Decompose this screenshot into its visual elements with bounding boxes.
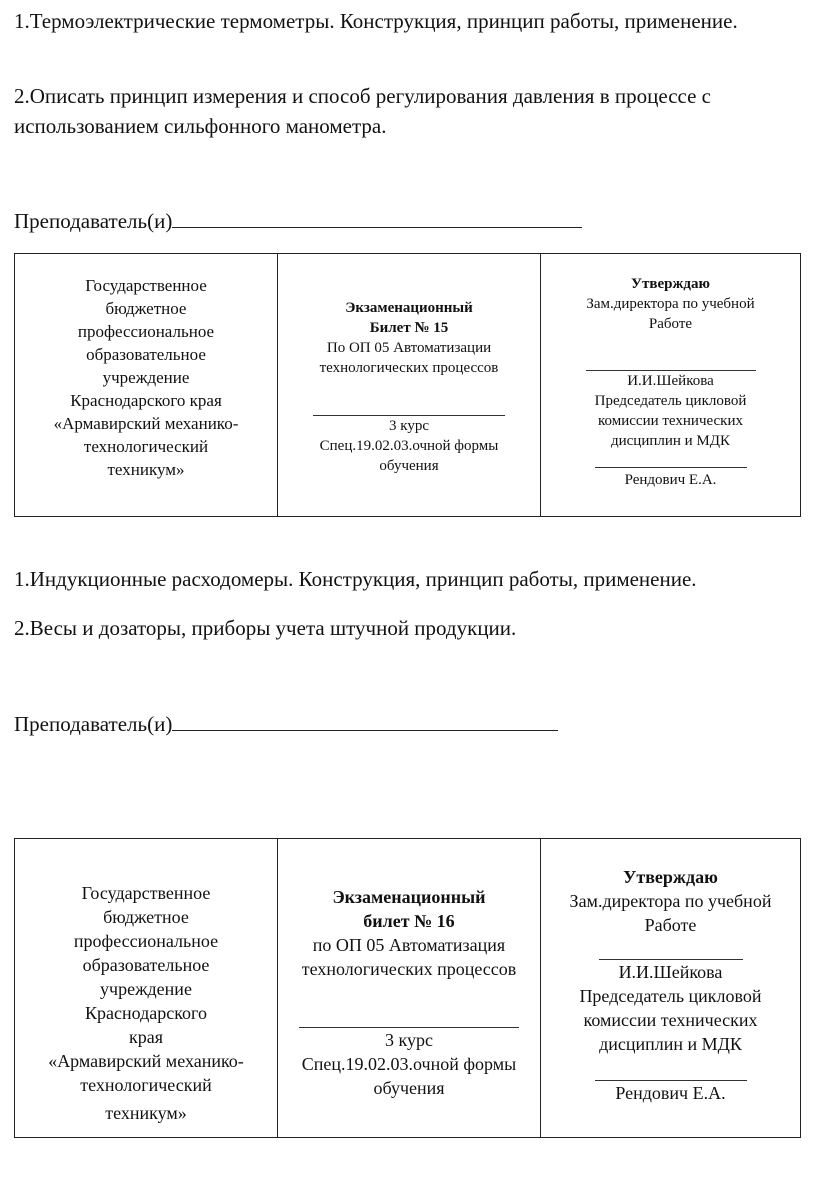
chair-line: дисциплин и МДК bbox=[610, 433, 731, 449]
org-line: бюджетное bbox=[105, 299, 187, 318]
ticket-title: Экзаменационный bbox=[332, 887, 486, 907]
teacher-label: Преподаватель(и) bbox=[14, 209, 173, 233]
signature-underline bbox=[595, 1056, 747, 1081]
signature-underline bbox=[599, 937, 743, 960]
approver-name: И.И.Шейкова bbox=[618, 962, 723, 982]
approval-cell bbox=[541, 839, 800, 1137]
signature-underline bbox=[586, 334, 756, 371]
org-line: профессиональное bbox=[73, 931, 219, 951]
ticket-15-header-table bbox=[14, 253, 801, 517]
approval-heading: Утверждаю bbox=[631, 276, 710, 292]
teacher-signature-line-16 bbox=[14, 708, 558, 738]
chair-line: Председатель цикловой bbox=[594, 393, 747, 409]
organization-cell bbox=[15, 839, 278, 1137]
org-line: техникум» bbox=[107, 460, 185, 479]
org-line: образовательное bbox=[86, 345, 206, 364]
signature-underline bbox=[172, 708, 558, 731]
question-1-ticket-15: 1.Термоэлектрические термометры. Конструкция, принцип работы, применение. bbox=[14, 9, 738, 33]
org-line: образовательное bbox=[82, 955, 210, 975]
org-line: Краснодарского края bbox=[70, 391, 222, 410]
signature-underline bbox=[595, 451, 747, 468]
ticket-title: Экзаменационный bbox=[345, 300, 473, 316]
teacher-signature-line-15 bbox=[14, 205, 582, 235]
signature-underline bbox=[313, 378, 505, 416]
signature-underline bbox=[299, 981, 519, 1028]
chair-line: дисциплин и МДК bbox=[599, 1034, 742, 1054]
org-line: технологический bbox=[83, 437, 209, 456]
question-2-ticket-16: 2.Весы и дозаторы, приборы учета штучной продукции. bbox=[14, 616, 517, 640]
chair-line: комиссии технических bbox=[598, 413, 743, 429]
organization-cell bbox=[15, 254, 278, 516]
approver-position: Работе bbox=[648, 316, 693, 332]
subject-line: По ОП 05 Автоматизации bbox=[326, 340, 492, 356]
signature-underline bbox=[172, 205, 582, 228]
ticket-info-cell bbox=[278, 254, 541, 516]
approval-cell bbox=[541, 254, 800, 516]
specialty-line: Спец.19.02.03.очной формы bbox=[301, 1054, 517, 1074]
org-line: Государственное bbox=[81, 883, 211, 903]
ticket-info-cell bbox=[278, 839, 541, 1137]
approver-position: Работе bbox=[644, 915, 697, 935]
chair-line: комиссии технических bbox=[583, 1010, 758, 1030]
ticket-16-header-table bbox=[14, 838, 801, 1138]
org-line: техникум» bbox=[105, 1103, 187, 1123]
approver-position: Зам.директора по учебной bbox=[569, 891, 772, 911]
specialty-line: обучения bbox=[379, 458, 439, 474]
specialty-line: Спец.19.02.03.очной формы bbox=[319, 438, 499, 454]
ticket-number: Билет № 15 bbox=[369, 320, 449, 336]
question-1-ticket-16: 1.Индукционные расходомеры. Конструкция, принцип работы, применение. bbox=[14, 567, 697, 591]
subject-line: технологических процессов bbox=[301, 959, 517, 979]
subject-line: технологических процессов bbox=[319, 360, 499, 376]
org-line: Краснодарского bbox=[84, 1003, 207, 1023]
org-line: «Армавирский механико- bbox=[53, 414, 239, 433]
chair-name: Рендович Е.А. bbox=[615, 1083, 726, 1103]
course: 3 курс bbox=[385, 1030, 433, 1050]
teacher-label: Преподаватель(и) bbox=[14, 712, 173, 736]
approval-heading: Утверждаю bbox=[623, 867, 718, 887]
chair-line: Председатель цикловой bbox=[579, 986, 762, 1006]
org-line: «Армавирский механико- bbox=[48, 1051, 244, 1071]
course: 3 курс bbox=[389, 418, 429, 434]
org-line: учреждение bbox=[100, 979, 192, 999]
ticket-number: билет № 16 bbox=[363, 911, 455, 931]
question-2-ticket-15: 2.Описать принцип измерения и способ регулирования давления в процессе с использованием сильфонного манометра. bbox=[14, 84, 711, 138]
chair-name: Рендович Е.А. bbox=[624, 472, 717, 488]
org-line: учреждение bbox=[102, 368, 190, 387]
org-line: Государственное bbox=[85, 276, 207, 295]
approver-position: Зам.директора по учебной bbox=[586, 296, 755, 312]
org-line: технологический bbox=[80, 1075, 212, 1095]
org-line: профессиональное bbox=[77, 322, 215, 341]
specialty-line: обучения bbox=[373, 1078, 445, 1098]
subject-line: по ОП 05 Автоматизация bbox=[312, 935, 506, 955]
approver-name: И.И.Шейкова bbox=[627, 373, 714, 389]
org-line: края bbox=[128, 1027, 163, 1047]
org-line: бюджетное bbox=[103, 907, 189, 927]
